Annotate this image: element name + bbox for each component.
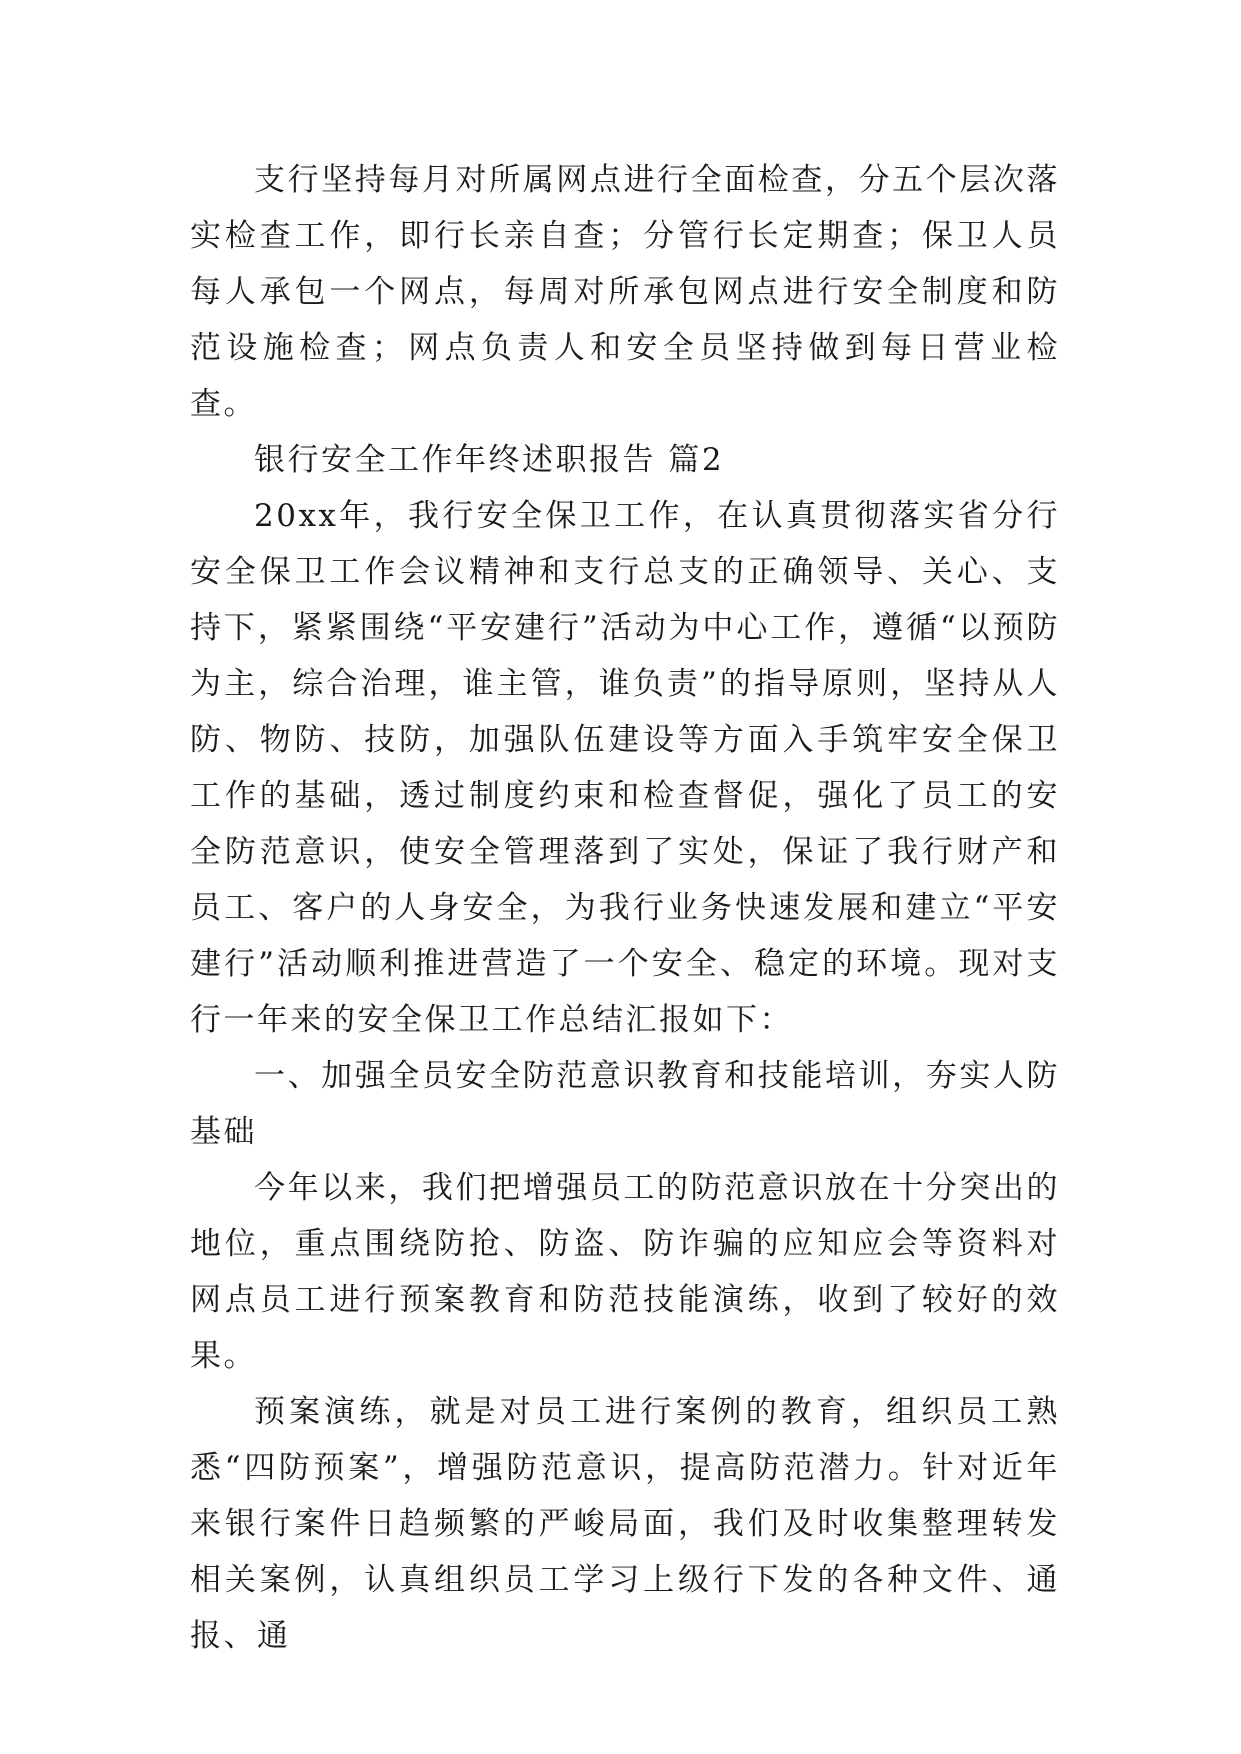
section-heading-one: 一、加强全员安全防范意识教育和技能培训，夯实人防基础 (190, 1058, 1060, 1150)
document-body (190, 152, 1060, 1664)
section-title: 银行安全工作年终述职报告 篇2 (254, 442, 725, 478)
paragraph-annual-summary: 20xx年，我行安全保卫工作，在认真贯彻落实省分行安全保卫工作会议精神和支行总支的正确领导、关心、支持下，紧紧围绕“平安建行”活动为中心工作，遵循“以预防为主，综合治理，谁主管，谁负责”的指导原则，坚持从人防、物防、技防，加强队伍建设等方面入手筑牢安全保卫工作的基础，透过制度约束和检查督促，强化了员工的安全防范意识，使安全管理落到了实处，保证了我行财产和员工、客户的人身安全，为我行业务快速发展和建立“平安建行”活动顺利推进营造了一个安全、稳定的环境。现对支行一年来的安全保卫工作总结汇报如下： (190, 498, 1060, 1038)
paragraph-inspection: 支行坚持每月对所属网点进行全面检查，分五个层次落实检查工作，即行长亲自查；分管行长定期查；保卫人员每人承包一个网点，每周对所承包网点进行安全制度和防范设施检查；网点负责人和安全员坚持做到每日营业检查。 (190, 162, 1060, 422)
paragraph-drills: 预案演练，就是对员工进行案例的教育，组织员工熟悉“四防预案”，增强防范意识，提高防范潜力。针对近年来银行案件日趋频繁的严峻局面，我们及时收集整理转发相关案例，认真组织员工学习上级行下发的各种文件、通报、通 (190, 1394, 1060, 1654)
paragraph-awareness: 今年以来，我们把增强员工的防范意识放在十分突出的地位，重点围绕防抢、防盗、防诈骗的应知应会等资料对网点员工进行预案教育和防范技能演练，收到了较好的效果。 (190, 1170, 1060, 1374)
